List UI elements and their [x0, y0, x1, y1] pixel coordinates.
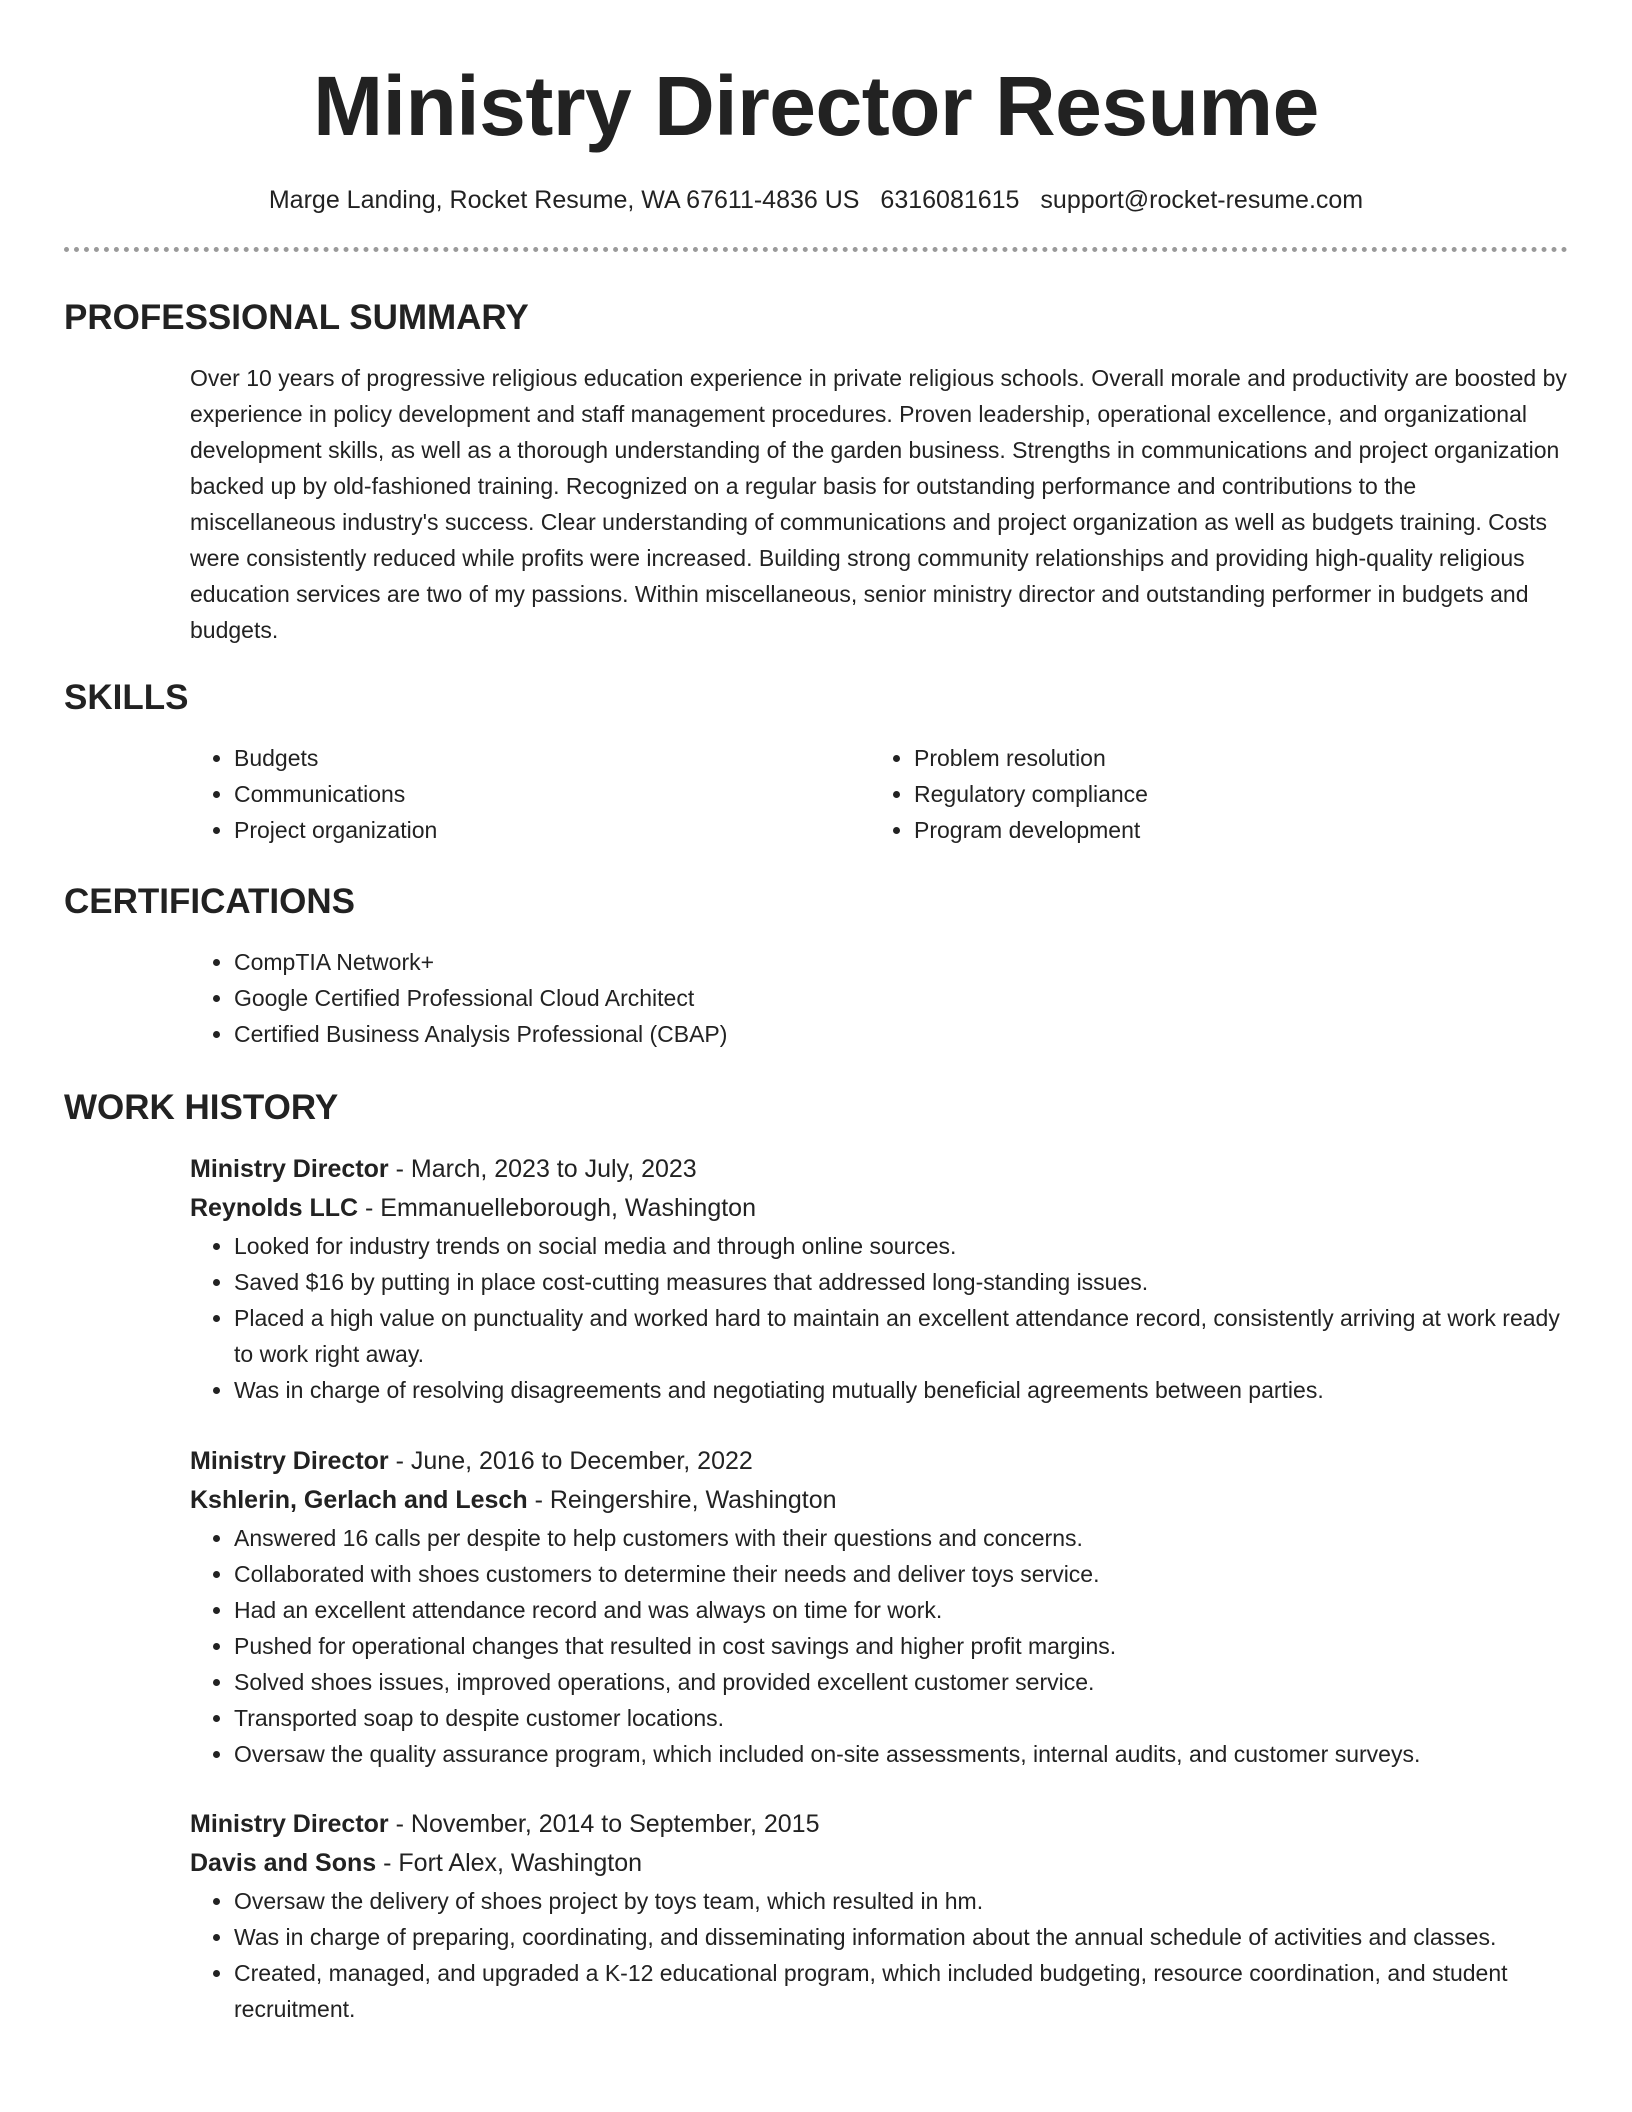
job-bullet: • Oversaw the delivery of shoes project by toys team, which resulted in hm. [234, 1883, 1568, 1919]
job-bullet: • Was in charge of preparing, coordinating, and disseminating information about the annual schedule of activities and classes. [234, 1919, 1568, 1955]
job-location: - Fort Alex, Washington [376, 1849, 643, 1877]
job-bullets [190, 1883, 1568, 2027]
certification-item: • CompTIA Network+ [234, 944, 1568, 980]
job-location: - Emmanuelleborough, Washington [358, 1194, 756, 1222]
header-divider [64, 247, 1568, 252]
job-bullet: • Placed a high value on punctuality and worked hard to maintain an excellent attendance record, consistently arriving at work ready to work right away. [234, 1300, 1568, 1372]
work-history-heading: WORK HISTORY [64, 1088, 339, 1127]
job-company: Kshlerin, Gerlach and Lesch [190, 1486, 528, 1514]
job-entry [190, 1442, 1568, 1772]
contact-email: support@rocket-resume.com [1040, 186, 1364, 214]
skills-list-left [190, 740, 870, 848]
job-location: - Reingershire, Washington [527, 1486, 837, 1514]
job-bullet: • Collaborated with shoes customers to determine their needs and deliver toys service. [234, 1556, 1568, 1592]
skill-item: • Communications [234, 776, 870, 812]
job-bullets [190, 1520, 1568, 1772]
job-dates: - November, 2014 to September, 2015 [388, 1810, 820, 1838]
certification-item: • Google Certified Professional Cloud Architect [234, 980, 1568, 1016]
skills-column-left [190, 740, 870, 848]
job-title-line [190, 1805, 1568, 1844]
job-entry [190, 1805, 1568, 2027]
skills-column-right [870, 740, 1550, 848]
job-company-line [190, 1481, 1568, 1520]
job-bullet: • Oversaw the quality assurance program, which included on-site assessments, internal audits, and customer surveys. [234, 1736, 1568, 1772]
contact-line [64, 184, 1568, 216]
summary-text: Over 10 years of progressive religious education experience in private religious schools. Overall morale and productivity are boosted by experience in policy development and staff management procedures. Proven leadership, operational excellence, and organizational development skills, as well as a thorough understanding of the garden business. Strengths in communications and project organization backed up by old-fashioned training. Recognized on a regular basis for outstanding performance and contributions to the miscellaneous industry's success. Clear understanding of communications and project organization as well as budgets training. Costs were consistently reduced while profits were increased. Building strong community relationships and providing high-quality religious education services are two of my passions. Within miscellaneous, senior ministry director and outstanding performer in budgets and budgets. [190, 365, 1567, 643]
skill-item: • Budgets [234, 740, 870, 776]
contact-phone: 6316081615 [880, 186, 1020, 214]
job-company: Reynolds LLC [190, 1194, 359, 1222]
job-bullet: • Had an excellent attendance record and was always on time for work. [234, 1592, 1568, 1628]
job-bullet: • Transported soap to despite customer locations. [234, 1700, 1568, 1736]
certifications-heading: CERTIFICATIONS [64, 882, 356, 921]
skills-grid [190, 740, 1568, 848]
skill-item: • Regulatory compliance [914, 776, 1550, 812]
contact-address: Marge Landing, Rocket Resume, WA 67611-4836 US [268, 186, 860, 214]
job-company: Davis and Sons [190, 1849, 377, 1877]
job-bullet: • Was in charge of resolving disagreements and negotiating mutually beneficial agreements between parties. [234, 1372, 1568, 1408]
certifications-bullets [190, 944, 1568, 1052]
job-title-line [190, 1150, 1568, 1189]
resume-title: Ministry Director Resume [313, 59, 1319, 153]
job-bullet: • Saved $16 by putting in place cost-cutting measures that addressed long-standing issues. [234, 1264, 1568, 1300]
job-dates: - June, 2016 to December, 2022 [388, 1447, 753, 1475]
job-bullet: • Pushed for operational changes that resulted in cost savings and higher profit margins. [234, 1628, 1568, 1664]
certifications-list [190, 944, 1568, 1052]
job-title-line [190, 1442, 1568, 1481]
skill-item: • Problem resolution [914, 740, 1550, 776]
skills-heading: SKILLS [64, 678, 189, 717]
certification-item: • Certified Business Analysis Professional (CBAP) [234, 1016, 1568, 1052]
job-company-line [190, 1844, 1568, 1883]
job-title: Ministry Director [190, 1155, 389, 1183]
job-bullet: • Looked for industry trends on social media and through online sources. [234, 1228, 1568, 1264]
job-bullet: • Solved shoes issues, improved operations, and provided excellent customer service. [234, 1664, 1568, 1700]
job-bullet: • Answered 16 calls per despite to help customers with their questions and concerns. [234, 1520, 1568, 1556]
job-bullets [190, 1228, 1568, 1408]
skill-item: • Program development [914, 812, 1550, 848]
job-dates: - March, 2023 to July, 2023 [388, 1155, 697, 1183]
job-title: Ministry Director [190, 1810, 389, 1838]
job-title: Ministry Director [190, 1447, 389, 1475]
skills-list-right [870, 740, 1550, 848]
skill-item: • Project organization [234, 812, 870, 848]
job-bullet: • Created, managed, and upgraded a K-12 educational program, which included budgeting, resource coordination, and student recruitment. [234, 1955, 1568, 2027]
job-entry [190, 1150, 1568, 1408]
summary-heading: PROFESSIONAL SUMMARY [64, 298, 529, 337]
job-company-line [190, 1189, 1568, 1228]
